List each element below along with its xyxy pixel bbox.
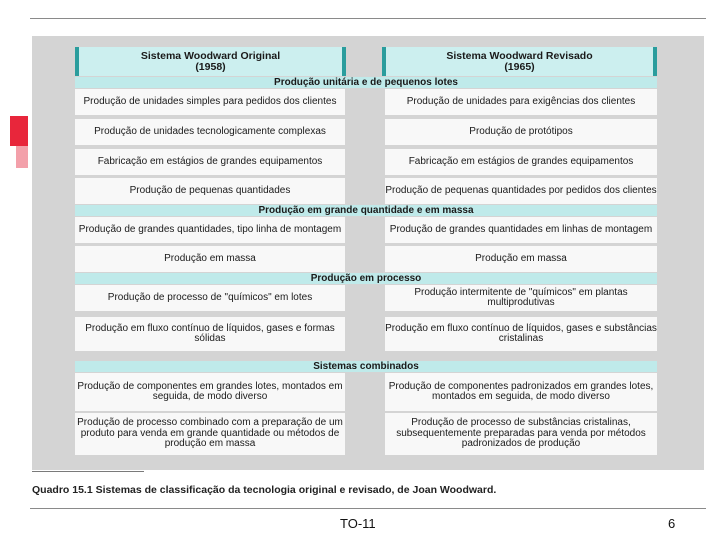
caption-divider (32, 471, 144, 472)
section-title: Produção em processo (75, 273, 657, 284)
header-original (75, 47, 346, 76)
cell-revised: Produção de componentes padronizados em grandes lotes, montados em seguida, de modo diverso (385, 373, 657, 411)
section-title: Produção unitária e de pequenos lotes (75, 77, 657, 88)
cell-original: Produção de componentes em grandes lotes, montados em seguida, de modo diverso (75, 373, 345, 411)
top-divider (30, 18, 706, 19)
cell-revised: Produção em massa (385, 246, 657, 272)
cell-original: Produção em fluxo contínuo de líquidos, gases e formas sólidas (75, 317, 345, 351)
table-header (75, 47, 657, 77)
header-revised (382, 47, 657, 76)
cell-revised: Produção de unidades para exigências dos clientes (385, 89, 657, 115)
cell-revised: Produção de protótipos (385, 119, 657, 145)
footer-slide-code: TO-11 (340, 516, 376, 531)
cell-original: Produção em massa (75, 246, 345, 272)
cell-original: Produção de grandes quantidades, tipo linha de montagem (75, 217, 345, 243)
header-original-year: (1958) (195, 60, 226, 73)
cell-revised: Produção de grandes quantidades em linhas de montagem (385, 217, 657, 243)
cell-original: Produção de pequenas quantidades (75, 178, 345, 204)
cell-revised: Produção de pequenas quantidades por pedidos dos clientes (385, 178, 657, 204)
cell-original: Produção de unidades tecnologicamente complexas (75, 119, 345, 145)
cell-original: Produção de unidades simples para pedidos dos clientes (75, 89, 345, 115)
cell-original: Produção de processo de "químicos" em lotes (75, 285, 345, 311)
cell-revised: Produção intermitente de "químicos" em plantas multiprodutivas (385, 285, 657, 311)
section-title: Sistemas combinados (75, 361, 657, 372)
cell-original: Produção de processo combinado com a preparação de um produto para venda em grande quantidade ou métodos de produção em massa (75, 413, 345, 455)
section-title: Produção em grande quantidade e em massa (75, 205, 657, 216)
cell-revised: Produção de processo de substâncias cristalinas, subsequentemente preparadas para venda por métodos padronizados de produção (385, 413, 657, 455)
page-number: 6 (668, 516, 676, 531)
slide-accent-mark-light (16, 146, 28, 168)
footer-divider (30, 508, 706, 509)
header-original-title: Sistema Woodward Original (140, 49, 281, 62)
cell-original: Fabricação em estágios de grandes equipamentos (75, 149, 345, 175)
header-revised-title: Sistema Woodward Revisado (446, 49, 593, 62)
figure-caption: Quadro 15.1 Sistemas de classificação da tecnologia original e revisado, de Joan Woodward. (32, 484, 497, 496)
header-revised-year: (1965) (504, 60, 535, 73)
slide-accent-mark (10, 116, 28, 146)
cell-revised: Produção em fluxo contínuo de líquidos, gases e substâncias cristalinas (385, 317, 657, 351)
classification-table (75, 47, 657, 455)
cell-revised: Fabricação em estágios de grandes equipamentos (385, 149, 657, 175)
